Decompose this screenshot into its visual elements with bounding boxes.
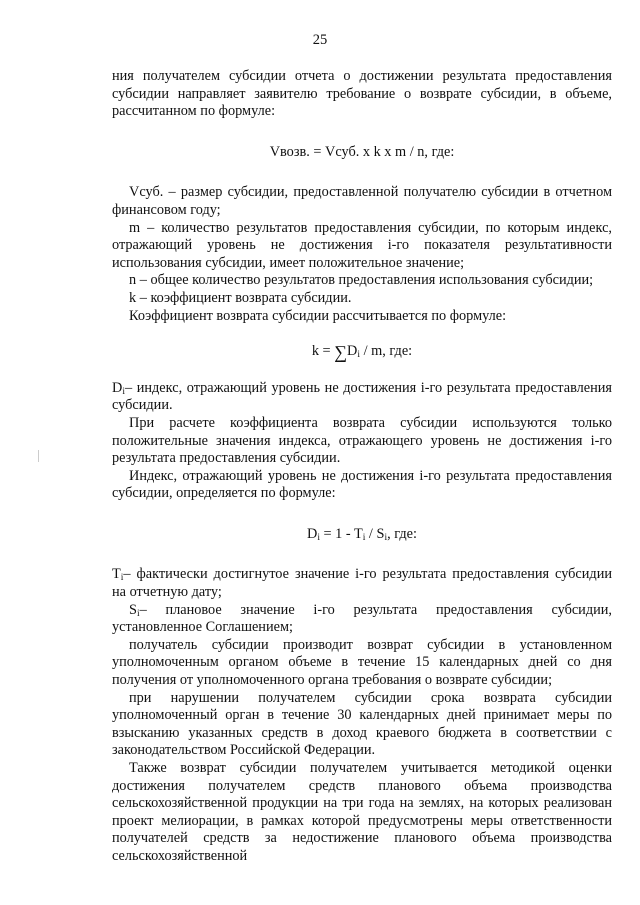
di-symbol: D bbox=[112, 379, 123, 396]
formula3-sub2: i bbox=[362, 532, 366, 543]
ti-subscript: i bbox=[120, 573, 124, 584]
formula3-d: D bbox=[307, 525, 318, 542]
paragraph-return: получатель субсидии производит возврат субсидии в установленном уполномоченным органом объеме в течение 15 календарных дней со дня получения от уполномоченного органа требования о возврате субсидии; bbox=[112, 636, 612, 689]
formula3-slash: / S bbox=[365, 525, 385, 542]
formula3-sub1: i bbox=[317, 532, 320, 543]
formula3-sub3: i bbox=[384, 532, 388, 543]
formula3-tail: , где: bbox=[387, 525, 417, 542]
paragraph-intro: ния получателем субсидии отчета о достижении результата предоставления субсидии направляет заявителю требование о возврате субсидии, в объеме, рассчитанном по формуле: bbox=[112, 68, 612, 120]
si-subscript: i bbox=[136, 608, 140, 619]
definition-m: m – количество результатов предоставления субсидии, по которым индекс, отражающий уровень не достижения i-го показателя результативности использования субсидии, имеет положительное значение; bbox=[112, 219, 612, 271]
formula-k-left: k = bbox=[311, 343, 335, 360]
definition-k: k – коэффициент возврата субсидии. bbox=[129, 289, 352, 306]
definition-si bbox=[112, 602, 612, 637]
definition-n: n – общее количество результатов предоставления использования субсидии; bbox=[129, 272, 594, 289]
paragraph-violation: при нарушении получателем субсидии срока возврата субсидии уполномоченный орган в течение 30 календарных дней принимает меры по взысканию указанных средств в доход краевого бюджета в соответствии с законодательством Российской Федерации. bbox=[112, 689, 612, 759]
subscript-i: i bbox=[357, 350, 361, 361]
paragraph-k-intro: Коэффициент возврата субсидии рассчитывается по формуле: bbox=[129, 307, 507, 324]
margin-mark bbox=[38, 450, 39, 462]
formula-k-rest: / m, где: bbox=[360, 343, 413, 360]
ti-text: – фактически достигнутое значение i-го результата предоставления субсидии на отчетную дату; bbox=[112, 566, 612, 601]
page-number: 25 bbox=[312, 32, 328, 48]
paragraph-methodology: Также возврат субсидии получателем учитывается методикой оценки достижения получателем средств планового объема производства сельскохозяйственной продукции на три года на землях, на которых реализован проект мелиорации, в рамках которой предусмотрены меры ответственности получателей средств за недостижение планового объема производства сельскохозяйственной bbox=[112, 760, 612, 864]
formula-index bbox=[112, 526, 612, 544]
di-subscript: i bbox=[122, 386, 125, 397]
di-text: – индекс, отражающий уровень не достижения i-го результата предоставления субсидии. bbox=[112, 379, 612, 414]
formula-d: D bbox=[347, 343, 358, 360]
si-symbol: S bbox=[129, 601, 137, 618]
definition-di bbox=[112, 380, 612, 415]
si-text: – плановое значение i-го результата предоставления субсидии, установленное Соглашением; bbox=[112, 601, 612, 636]
ti-symbol: T bbox=[112, 566, 121, 583]
definition-vsub: Vсуб. – размер субсидии, предоставленной получателю субсидии в отчетном финансовом году; bbox=[112, 184, 612, 218]
paragraph-calculation: При расчете коэффициента возврата субсидии используются только положительные значения индекса, отражающего уровень не достижения i-го результата предоставления субсидии. bbox=[112, 414, 612, 467]
paragraph-index: Индекс, отражающий уровень не достижения i-го результата предоставления субсидии, определяется по формуле: bbox=[112, 467, 612, 502]
definition-ti bbox=[112, 566, 612, 601]
sum-symbol: ∑ bbox=[334, 342, 348, 363]
formula-coefficient bbox=[112, 343, 612, 362]
formula3-mid: = 1 - T bbox=[319, 525, 363, 542]
formula-return-volume: Vвозв. = Vсуб. x k x m / n, где: bbox=[269, 143, 455, 160]
document-body bbox=[112, 68, 612, 866]
